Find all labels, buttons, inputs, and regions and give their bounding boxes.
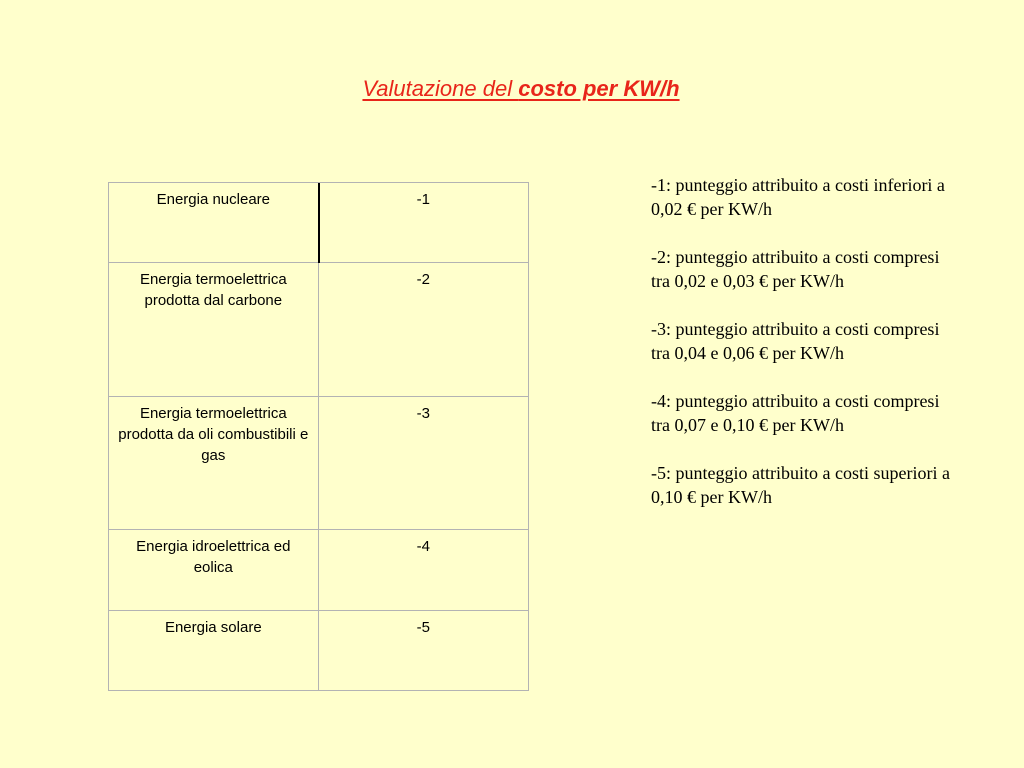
score-cell[interactable]: -4 [318, 530, 528, 611]
score-cell[interactable]: -1 [318, 183, 528, 263]
score-legend [651, 173, 951, 533]
column-resize-handle[interactable] [318, 183, 320, 263]
legend-item: -3: punteggio attribuito a costi compresi tra 0,04 e 0,06 € per KW/h [651, 319, 940, 363]
score-cell[interactable]: -2 [318, 263, 528, 397]
legend-item: -2: punteggio attribuito a costi compresi tra 0,02 e 0,03 € per KW/h [651, 247, 940, 291]
title-emphasis: costo per KW/h [518, 76, 680, 101]
table-row [109, 611, 529, 691]
energy-source-cell[interactable]: Energia nucleare [109, 183, 319, 263]
table-row [109, 530, 529, 611]
energy-source-cell[interactable]: Energia termoelettrica prodotta da oli combustibili e gas [109, 397, 319, 530]
legend-item: -4: punteggio attribuito a costi compresi tra 0,07 e 0,10 € per KW/h [651, 391, 940, 435]
energy-source-cell[interactable]: Energia idroelettrica ed eolica [109, 530, 319, 611]
energy-source-cell[interactable]: Energia termoelettrica prodotta dal carbone [109, 263, 319, 397]
table-row [109, 263, 529, 397]
table-row [109, 397, 529, 530]
page-title [0, 76, 1024, 102]
legend-item: -5: punteggio attribuito a costi superiori a 0,10 € per KW/h [651, 463, 950, 507]
score-cell[interactable]: -3 [318, 397, 528, 530]
energy-source-cell[interactable]: Energia solare [109, 611, 319, 691]
title-prefix: Valutazione del [362, 76, 519, 101]
score-cell[interactable]: -5 [318, 611, 528, 691]
legend-item: -1: punteggio attribuito a costi inferiori a 0,02 € per KW/h [651, 175, 945, 219]
